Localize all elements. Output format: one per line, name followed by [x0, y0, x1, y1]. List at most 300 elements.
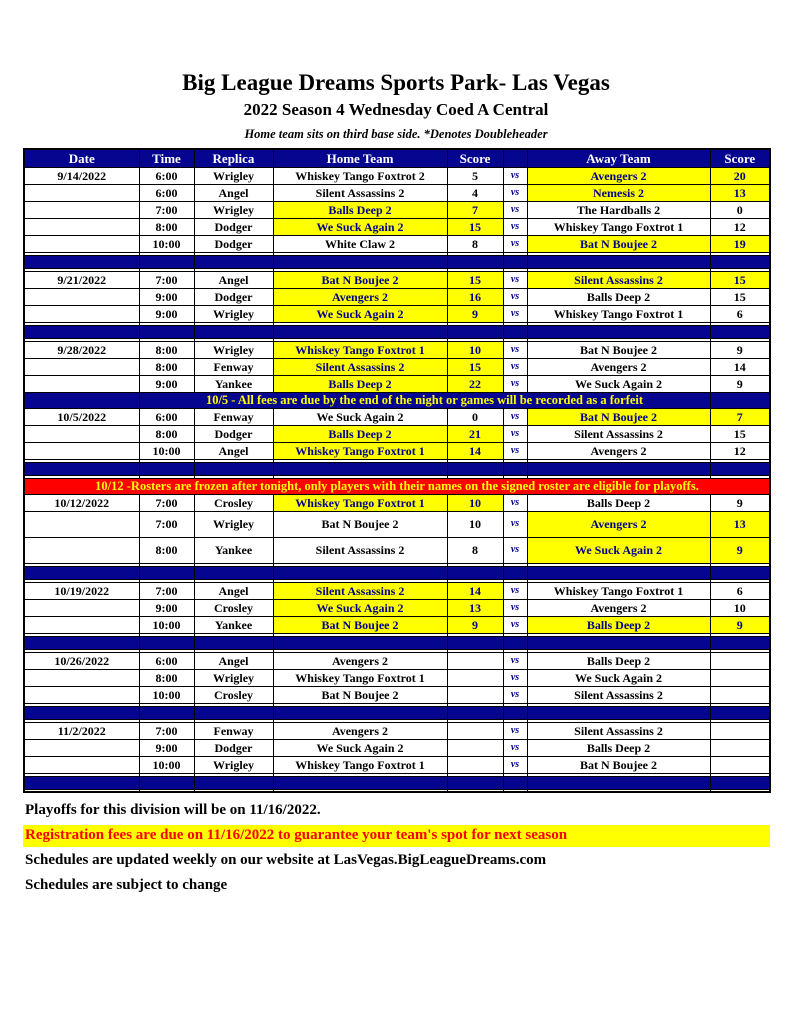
separator-cell [527, 776, 710, 789]
notice-row [24, 478, 770, 494]
away-team-cell: Balls Deep 2 [527, 739, 710, 756]
date-cell [24, 305, 139, 322]
separator-cell [527, 706, 710, 719]
home-score-cell: 13 [447, 599, 503, 616]
date-cell [24, 686, 139, 703]
home-team-cell: Silent Assassins 2 [273, 184, 447, 201]
vs-cell: vs [503, 184, 527, 201]
home-score-cell: 15 [447, 218, 503, 235]
away-team-cell: Balls Deep 2 [527, 494, 710, 511]
replica-cell: Angel [194, 442, 273, 459]
home-team-cell: We Suck Again 2 [273, 305, 447, 322]
spacer-row [24, 789, 770, 792]
vs-cell: vs [503, 739, 527, 756]
vs-cell: vs [503, 511, 527, 537]
date-cell [24, 288, 139, 305]
home-score-cell: 8 [447, 235, 503, 252]
replica-cell: Dodger [194, 288, 273, 305]
separator-cell [194, 636, 273, 649]
separator-cell [447, 255, 503, 268]
notice-right-cell [710, 392, 770, 408]
away-team-cell: Avengers 2 [527, 511, 710, 537]
separator-cell [710, 325, 770, 338]
gap-cell [503, 789, 527, 792]
away-score-cell: 12 [710, 442, 770, 459]
home-score-cell: 9 [447, 305, 503, 322]
game-row [24, 305, 770, 322]
vs-cell: vs [503, 218, 527, 235]
home-score-cell: 0 [447, 408, 503, 425]
date-cell [24, 358, 139, 375]
time-cell: 6:00 [139, 167, 194, 184]
vs-cell: vs [503, 494, 527, 511]
away-team-cell: We Suck Again 2 [527, 669, 710, 686]
separator-cell [139, 776, 194, 789]
separator-cell [24, 255, 139, 268]
home-team-cell: We Suck Again 2 [273, 408, 447, 425]
away-score-cell: 19 [710, 235, 770, 252]
separator-cell [527, 636, 710, 649]
time-cell: 8:00 [139, 218, 194, 235]
replica-cell: Angel [194, 652, 273, 669]
gap-cell [447, 789, 503, 792]
vs-cell: vs [503, 288, 527, 305]
gap-cell [194, 789, 273, 792]
time-cell: 7:00 [139, 582, 194, 599]
home-score-cell: 14 [447, 582, 503, 599]
home-team-cell: Whiskey Tango Foxtrot 1 [273, 341, 447, 358]
away-team-cell: Whiskey Tango Foxtrot 1 [527, 582, 710, 599]
date-cell [24, 599, 139, 616]
date-cell: 11/2/2022 [24, 722, 139, 739]
game-row [24, 652, 770, 669]
game-row [24, 599, 770, 616]
replica-cell: Fenway [194, 358, 273, 375]
separator-cell [447, 636, 503, 649]
time-cell: 9:00 [139, 739, 194, 756]
separator-cell [447, 776, 503, 789]
home-team-cell: Silent Assassins 2 [273, 537, 447, 563]
gap-cell [273, 789, 447, 792]
time-cell: 8:00 [139, 341, 194, 358]
date-cell: 9/21/2022 [24, 271, 139, 288]
separator-cell [710, 255, 770, 268]
home-score-cell: 10 [447, 341, 503, 358]
home-score-cell: 9 [447, 616, 503, 633]
time-cell: 9:00 [139, 288, 194, 305]
away-score-cell: 9 [710, 616, 770, 633]
time-cell: 10:00 [139, 756, 194, 773]
time-cell: 9:00 [139, 599, 194, 616]
vs-cell: vs [503, 408, 527, 425]
separator-cell [194, 566, 273, 579]
home-score-cell [447, 652, 503, 669]
separator-cell [273, 255, 447, 268]
vs-cell: vs [503, 669, 527, 686]
separator-row [24, 776, 770, 789]
separator-cell [24, 636, 139, 649]
separator-cell [24, 325, 139, 338]
separator-cell [139, 566, 194, 579]
separator-cell [503, 636, 527, 649]
away-team-cell: We Suck Again 2 [527, 375, 710, 392]
date-cell [24, 375, 139, 392]
away-team-cell: Balls Deep 2 [527, 288, 710, 305]
home-team-cell: Avengers 2 [273, 652, 447, 669]
vs-cell: vs [503, 305, 527, 322]
date-cell: 10/5/2022 [24, 408, 139, 425]
separator-cell [447, 706, 503, 719]
game-row [24, 425, 770, 442]
game-row [24, 739, 770, 756]
home-team-cell: Silent Assassins 2 [273, 358, 447, 375]
replica-cell: Angel [194, 271, 273, 288]
vs-cell: vs [503, 722, 527, 739]
vs-cell: vs [503, 442, 527, 459]
separator-cell [273, 636, 447, 649]
date-cell [24, 442, 139, 459]
home-team-cell: Balls Deep 2 [273, 425, 447, 442]
separator-cell [710, 706, 770, 719]
date-cell [24, 184, 139, 201]
home-score-cell: 10 [447, 511, 503, 537]
away-score-cell [710, 669, 770, 686]
replica-cell: Yankee [194, 537, 273, 563]
time-cell: 7:00 [139, 271, 194, 288]
away-team-cell: Bat N Boujee 2 [527, 408, 710, 425]
home-score-cell: 14 [447, 442, 503, 459]
home-team-cell: Whiskey Tango Foxtrot 2 [273, 167, 447, 184]
away-team-cell: Silent Assassins 2 [527, 271, 710, 288]
time-cell: 7:00 [139, 201, 194, 218]
vs-cell: vs [503, 686, 527, 703]
col-header-replica: Replica [194, 149, 273, 167]
replica-cell: Wrigley [194, 167, 273, 184]
separator-cell [447, 325, 503, 338]
home-team-cell: Bat N Boujee 2 [273, 511, 447, 537]
separator-row [24, 255, 770, 268]
game-row [24, 442, 770, 459]
page-header [0, 0, 792, 142]
away-team-cell: The Hardballs 2 [527, 201, 710, 218]
separator-cell [139, 706, 194, 719]
away-score-cell: 13 [710, 184, 770, 201]
time-cell: 8:00 [139, 537, 194, 563]
vs-cell: vs [503, 616, 527, 633]
separator-cell [527, 325, 710, 338]
date-cell [24, 218, 139, 235]
separator-cell [273, 706, 447, 719]
game-row [24, 201, 770, 218]
home-team-cell: Balls Deep 2 [273, 375, 447, 392]
date-cell [24, 425, 139, 442]
date-cell [24, 511, 139, 537]
separator-cell [273, 462, 447, 475]
separator-cell [503, 462, 527, 475]
away-score-cell: 7 [710, 408, 770, 425]
separator-cell [194, 325, 273, 338]
away-team-cell: Avengers 2 [527, 167, 710, 184]
time-cell: 8:00 [139, 669, 194, 686]
separator-row [24, 636, 770, 649]
vs-cell: vs [503, 425, 527, 442]
home-score-cell [447, 722, 503, 739]
replica-cell: Wrigley [194, 305, 273, 322]
replica-cell: Dodger [194, 235, 273, 252]
time-cell: 9:00 [139, 305, 194, 322]
date-cell: 10/19/2022 [24, 582, 139, 599]
page-footer [25, 800, 770, 896]
vs-cell: vs [503, 341, 527, 358]
vs-cell: vs [503, 271, 527, 288]
home-score-cell: 15 [447, 358, 503, 375]
footer-playoffs-note: Playoffs for this division will be on 11/16/2022. [25, 802, 321, 819]
separator-cell [447, 566, 503, 579]
separator-row [24, 566, 770, 579]
time-cell: 10:00 [139, 442, 194, 459]
replica-cell: Wrigley [194, 511, 273, 537]
date-cell: 10/26/2022 [24, 652, 139, 669]
separator-cell [710, 636, 770, 649]
replica-cell: Crosley [194, 599, 273, 616]
home-score-cell [447, 686, 503, 703]
separator-cell [194, 776, 273, 789]
home-team-cell: Avengers 2 [273, 288, 447, 305]
separator-row [24, 706, 770, 719]
home-team-cell: Silent Assassins 2 [273, 582, 447, 599]
replica-cell: Dodger [194, 739, 273, 756]
game-row [24, 235, 770, 252]
date-cell [24, 756, 139, 773]
separator-cell [503, 706, 527, 719]
home-score-cell: 8 [447, 537, 503, 563]
replica-cell: Dodger [194, 218, 273, 235]
separator-cell [194, 706, 273, 719]
replica-cell: Wrigley [194, 756, 273, 773]
away-score-cell: 15 [710, 288, 770, 305]
separator-cell [24, 462, 139, 475]
game-row [24, 511, 770, 537]
time-cell: 6:00 [139, 652, 194, 669]
away-score-cell: 9 [710, 375, 770, 392]
replica-cell: Yankee [194, 375, 273, 392]
time-cell: 7:00 [139, 511, 194, 537]
away-team-cell: Balls Deep 2 [527, 616, 710, 633]
separator-cell [503, 776, 527, 789]
season-subtitle: 2022 Season 4 Wednesday Coed A Central [243, 100, 549, 120]
replica-cell: Crosley [194, 494, 273, 511]
vs-cell: vs [503, 582, 527, 599]
replica-cell: Dodger [194, 425, 273, 442]
away-team-cell: Silent Assassins 2 [527, 686, 710, 703]
separator-cell [24, 706, 139, 719]
away-score-cell: 6 [710, 582, 770, 599]
home-score-cell: 16 [447, 288, 503, 305]
game-row [24, 271, 770, 288]
away-team-cell: Whiskey Tango Foxtrot 1 [527, 218, 710, 235]
separator-cell [194, 462, 273, 475]
away-team-cell: Silent Assassins 2 [527, 425, 710, 442]
separator-cell [710, 462, 770, 475]
time-cell: 8:00 [139, 358, 194, 375]
home-team-cell: We Suck Again 2 [273, 739, 447, 756]
date-cell: 10/12/2022 [24, 494, 139, 511]
separator-cell [24, 566, 139, 579]
away-score-cell: 9 [710, 494, 770, 511]
col-header-away-score: Score [710, 149, 770, 167]
separator-cell [503, 566, 527, 579]
gap-cell [527, 789, 710, 792]
game-row [24, 167, 770, 184]
notice-row [24, 392, 770, 408]
game-row [24, 669, 770, 686]
away-score-cell: 20 [710, 167, 770, 184]
date-cell: 9/14/2022 [24, 167, 139, 184]
game-row [24, 218, 770, 235]
game-row [24, 686, 770, 703]
home-team-cell: White Claw 2 [273, 235, 447, 252]
vs-cell: vs [503, 756, 527, 773]
home-team-cell: Whiskey Tango Foxtrot 1 [273, 669, 447, 686]
home-score-cell: 10 [447, 494, 503, 511]
separator-cell [24, 776, 139, 789]
date-cell [24, 235, 139, 252]
away-team-cell: We Suck Again 2 [527, 537, 710, 563]
separator-cell [527, 462, 710, 475]
away-team-cell: Balls Deep 2 [527, 652, 710, 669]
date-cell [24, 201, 139, 218]
vs-cell: vs [503, 235, 527, 252]
vs-cell: vs [503, 652, 527, 669]
col-header-home-team: Home Team [273, 149, 447, 167]
away-score-cell: 12 [710, 218, 770, 235]
gap-cell [710, 789, 770, 792]
away-score-cell [710, 722, 770, 739]
replica-cell: Fenway [194, 722, 273, 739]
home-team-note: Home team sits on third base side. *Denotes Doubleheader [244, 127, 548, 142]
vs-cell: vs [503, 537, 527, 563]
col-header-home-score: Score [447, 149, 503, 167]
home-team-cell: We Suck Again 2 [273, 599, 447, 616]
separator-cell [447, 462, 503, 475]
away-score-cell: 10 [710, 599, 770, 616]
away-team-cell: Avengers 2 [527, 358, 710, 375]
home-team-cell: Avengers 2 [273, 722, 447, 739]
away-score-cell: 9 [710, 341, 770, 358]
game-row [24, 184, 770, 201]
date-cell: 9/28/2022 [24, 341, 139, 358]
home-team-cell: Whiskey Tango Foxtrot 1 [273, 494, 447, 511]
notice-left-cell [24, 392, 139, 408]
separator-cell [503, 325, 527, 338]
replica-cell: Wrigley [194, 341, 273, 358]
date-cell [24, 739, 139, 756]
game-row [24, 616, 770, 633]
home-team-cell: Bat N Boujee 2 [273, 686, 447, 703]
separator-cell [710, 566, 770, 579]
date-cell [24, 616, 139, 633]
game-row [24, 537, 770, 563]
away-team-cell: Bat N Boujee 2 [527, 341, 710, 358]
col-header-date: Date [24, 149, 139, 167]
away-team-cell: Silent Assassins 2 [527, 722, 710, 739]
game-row [24, 582, 770, 599]
home-team-cell: Bat N Boujee 2 [273, 616, 447, 633]
vs-cell: vs [503, 375, 527, 392]
notice-text-cell: 10/5 - All fees are due by the end of the night or games will be recorded as a forfeit [139, 392, 710, 408]
col-header-time: Time [139, 149, 194, 167]
separator-cell [273, 566, 447, 579]
away-team-cell: Avengers 2 [527, 599, 710, 616]
home-team-cell: Whiskey Tango Foxtrot 1 [273, 756, 447, 773]
separator-cell [139, 636, 194, 649]
time-cell: 6:00 [139, 184, 194, 201]
col-header-away-team: Away Team [527, 149, 710, 167]
home-team-cell: Bat N Boujee 2 [273, 271, 447, 288]
separator-cell [273, 325, 447, 338]
game-row [24, 375, 770, 392]
game-row [24, 288, 770, 305]
vs-cell: vs [503, 358, 527, 375]
separator-cell [527, 255, 710, 268]
separator-cell [139, 255, 194, 268]
away-score-cell [710, 756, 770, 773]
game-row [24, 341, 770, 358]
separator-cell [503, 255, 527, 268]
separator-cell [273, 776, 447, 789]
time-cell: 9:00 [139, 375, 194, 392]
home-score-cell: 5 [447, 167, 503, 184]
separator-cell [194, 255, 273, 268]
away-team-cell: Nemesis 2 [527, 184, 710, 201]
time-cell: 10:00 [139, 235, 194, 252]
home-score-cell [447, 739, 503, 756]
home-score-cell: 4 [447, 184, 503, 201]
home-score-cell [447, 669, 503, 686]
away-score-cell: 6 [710, 305, 770, 322]
date-cell [24, 537, 139, 563]
away-team-cell: Whiskey Tango Foxtrot 1 [527, 305, 710, 322]
page-title: Big League Dreams Sports Park- Las Vegas [182, 70, 610, 95]
footer-website-note: Schedules are updated weekly on our website at LasVegas.BigLeagueDreams.com [25, 851, 547, 868]
replica-cell: Angel [194, 582, 273, 599]
home-score-cell: 15 [447, 271, 503, 288]
separator-row [24, 462, 770, 475]
away-team-cell: Bat N Boujee 2 [527, 756, 710, 773]
replica-cell: Crosley [194, 686, 273, 703]
away-score-cell [710, 686, 770, 703]
time-cell: 6:00 [139, 408, 194, 425]
separator-cell [139, 325, 194, 338]
game-row [24, 494, 770, 511]
replica-cell: Yankee [194, 616, 273, 633]
gap-cell [139, 789, 194, 792]
date-cell [24, 669, 139, 686]
replica-cell: Wrigley [194, 669, 273, 686]
game-row [24, 756, 770, 773]
away-score-cell: 13 [710, 511, 770, 537]
separator-cell [527, 566, 710, 579]
vs-cell: vs [503, 599, 527, 616]
gap-cell [24, 789, 139, 792]
away-score-cell: 14 [710, 358, 770, 375]
replica-cell: Angel [194, 184, 273, 201]
schedule-table [23, 148, 771, 793]
time-cell: 10:00 [139, 616, 194, 633]
footer-subject-to-change-note: Schedules are subject to change [25, 876, 228, 893]
home-team-cell: Balls Deep 2 [273, 201, 447, 218]
separator-cell [139, 462, 194, 475]
